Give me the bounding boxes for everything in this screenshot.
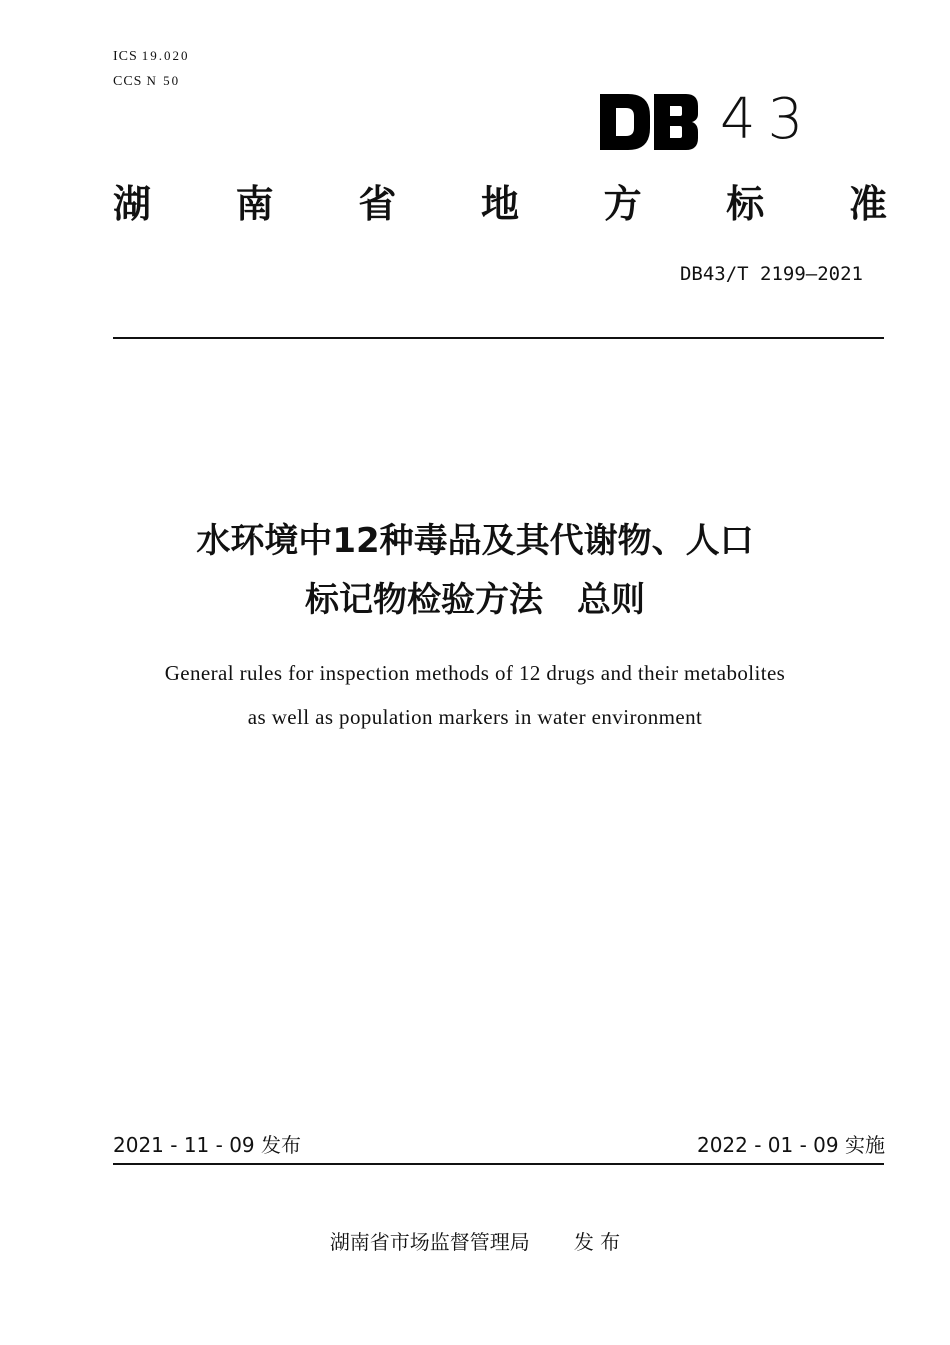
standard-type-char: 标	[726, 182, 765, 226]
standard-type-char: 准	[848, 182, 887, 226]
ics-value: 19.020	[141, 48, 190, 63]
standard-type-char: 南	[235, 182, 274, 226]
standard-type-heading	[113, 180, 887, 228]
standard-type-char: 湖	[113, 182, 152, 226]
db-number: 43	[720, 87, 816, 152]
publish-date: 2021 - 11 - 09 发布	[113, 1133, 302, 1157]
db-logo-letter-d	[600, 94, 650, 150]
ics-code	[113, 44, 190, 69]
ics-label: ICS	[113, 49, 138, 64]
bottom-divider	[113, 1163, 884, 1165]
standard-type-char: 方	[603, 182, 642, 226]
issuer-action: 发 布	[573, 1230, 621, 1254]
dates-row	[113, 1130, 885, 1160]
title-en-line2: as well as population markers in water environment	[247, 705, 703, 729]
standard-type-char: 省	[358, 182, 397, 226]
classification-codes	[113, 44, 190, 94]
title-cn-line2: 标记物检验方法 总则	[305, 580, 645, 620]
db-logo-letter-b	[654, 94, 698, 150]
top-divider	[113, 337, 884, 339]
ccs-code	[113, 69, 190, 94]
standard-code: DB43/T 2199—2021	[679, 263, 863, 285]
implement-date: 2022 - 01 - 09 实施	[696, 1133, 885, 1157]
title-en-line1: General rules for inspection methods of 12 drugs and their metabolites	[164, 661, 786, 685]
ccs-label: CCS	[113, 74, 143, 89]
ccs-value: N 50	[146, 73, 181, 88]
standard-type-char: 地	[480, 182, 519, 226]
issuer	[0, 1227, 950, 1257]
issuer-org: 湖南省市场监督管理局	[329, 1230, 530, 1254]
title-cn-line1: 水环境中12种毒品及其代谢物、人口	[196, 521, 754, 561]
